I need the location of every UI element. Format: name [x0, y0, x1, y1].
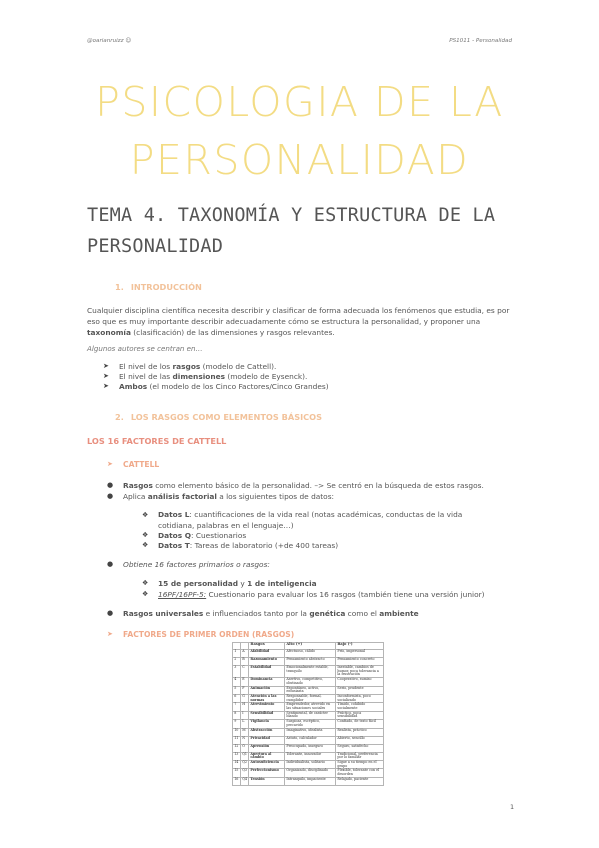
cattell-subheading: ➤ CATTELL [107, 460, 160, 469]
factors-table [232, 642, 384, 786]
table-cell: 11 [233, 736, 241, 744]
table-cell: Espontáneo, activo, entusiasta [285, 686, 336, 694]
table-cell: F [241, 686, 249, 694]
16pf-item: ❖ 16PF/16PF-5: Cuestionario para evaluar los 16 rasgos (también tiene una versión junior) [142, 590, 485, 599]
table-cell: 6 [233, 694, 241, 702]
section-2-title: LOS RASGOS COMO ELEMENTOS BÁSICOS [130, 412, 323, 422]
table-cell: Tradicional, preferencia por lo familiar [336, 752, 384, 760]
table-cell: Pensamiento concreto [336, 658, 384, 666]
table-cell: Flexible, tolerante con el desorden [336, 769, 384, 777]
table-cell: Vigilancia [249, 720, 285, 728]
section-2-number: 2. [115, 412, 124, 422]
intro-bold-taxonomia: taxonomía [87, 328, 131, 337]
table-cell: Q4 [241, 777, 249, 785]
table-header-cell: Bajo (-) [336, 643, 384, 650]
table-cell: Animación [249, 686, 285, 694]
16pf-link: 16PF/16PF-5: [158, 590, 207, 599]
intro-bullet-2: ➤ El nivel de las dimensiones (modelo de Eysenck). [103, 372, 308, 381]
cattell-16-factors-heading: LOS 16 FACTORES DE CATTELL [87, 436, 227, 446]
intro-bullet-1: ➤ El nivel de los rasgos (modelo de Cattell). [103, 362, 277, 371]
table-cell: Relajado, paciente [336, 777, 384, 785]
dot-bullet-icon: ● [107, 560, 114, 568]
table-cell: Cooperativo, sumiso [336, 678, 384, 686]
table-cell: Tensión [249, 777, 285, 785]
table-cell: Individualista, solitario [285, 760, 336, 768]
table-cell: Apertura al cambio [249, 752, 285, 760]
datos-l-item: ❖ Datos L: cuantificaciones de la vida real (notas académicas, conductas de la vida cotidiana, palabras en el lenguaje…) [142, 510, 463, 530]
header-author: @oarianruizz ☺ [87, 38, 132, 44]
tema-heading-line1: TEMA 4. TAXONOMÍA Y ESTRUCTURA DE LA [87, 205, 496, 226]
table-cell: Afabilidad [249, 650, 285, 658]
table-cell: 2 [233, 658, 241, 666]
intro-text-end: (clasificación) de las dimensiones y rasgos relevantes. [130, 328, 335, 337]
table-row [233, 720, 384, 728]
table-cell: Abierto, sencillo [336, 736, 384, 744]
table-cell: 1 [233, 650, 241, 658]
table-header-cell: Alto (+) [285, 643, 336, 650]
table-cell: Inestable, cambios de humor, poca tolerancia a la frustración [336, 666, 384, 678]
table-cell: Frío, impersonal [336, 650, 384, 658]
arrow-bullet-icon: ➤ [103, 372, 109, 380]
table-cell: Dominancia [249, 678, 285, 686]
cattell-bullet-rasgos: ● Rasgos como elemento básico de la personalidad. –> Se centró en la búsqueda de estos rasgos. [107, 481, 484, 490]
table-cell: Sensibilidad [249, 711, 285, 719]
diamond-bullet-icon: ❖ [142, 579, 149, 587]
table-cell: 5 [233, 686, 241, 694]
table-cell: A [241, 650, 249, 658]
table-cell: Tímido, cohibido socialmente [336, 703, 384, 711]
intro-bullet-3: ➤ Ambos (el modelo de los Cinco Factores/Cinco Grandes) [103, 382, 329, 391]
arrow-bullet-icon: ➤ [107, 460, 113, 468]
table-row [233, 728, 384, 736]
diamond-bullet-icon: ❖ [142, 511, 149, 519]
table-cell: Intranquilo, impaciente [285, 777, 336, 785]
table-cell: Privacidad [249, 736, 285, 744]
table-cell: Emocionalmente estable, tranquilo [285, 666, 336, 678]
table-cell: Atención a las normas [249, 694, 285, 702]
table-cell: Inconformista, poco socializado [336, 694, 384, 702]
table-cell: 16 [233, 777, 241, 785]
header-course: PS1011 - Personalidad [449, 38, 512, 44]
table-row [233, 678, 384, 686]
table-cell: Estabilidad [249, 666, 285, 678]
table-cell: 12 [233, 744, 241, 752]
arrow-bullet-icon: ➤ [103, 382, 109, 390]
table-row [233, 703, 384, 711]
datos-t-item: ❖ Datos T: Tareas de laboratorio (+de 400 tareas) [142, 541, 339, 550]
table-cell: N [241, 736, 249, 744]
table-cell: Q3 [241, 769, 249, 777]
table-cell: Afectuoso, cálido [285, 650, 336, 658]
table-cell: Astuto, calculador [285, 736, 336, 744]
table-cell: 13 [233, 752, 241, 760]
table-cell: Imaginativo, idealista [285, 728, 336, 736]
table-cell: 15 [233, 769, 241, 777]
table-header-cell: Rasgos [249, 643, 285, 650]
dot-bullet-icon: ● [107, 481, 114, 489]
factores-primer-orden-heading: ➤ FACTORES DE PRIMER ORDEN (RASGOS) [107, 630, 295, 639]
table-cell: Q2 [241, 760, 249, 768]
table-cell: Realista, práctico [336, 728, 384, 736]
table-row [233, 736, 384, 744]
arrow-bullet-icon: ➤ [103, 362, 109, 370]
table-row [233, 777, 384, 785]
table-cell: Asertivo, competitivo, obstinado [285, 678, 336, 686]
personalidad-inteligencia-item: ❖ 15 de personalidad y 1 de inteligencia [142, 579, 317, 588]
dot-bullet-icon: ● [107, 609, 114, 617]
table-cell: Sentimental, de carácter blando [285, 711, 336, 719]
table-cell: Preocupado, inseguro [285, 744, 336, 752]
document-title-line2: PERSONALIDAD [129, 136, 470, 184]
section-1-heading [115, 282, 202, 292]
table-row [233, 744, 384, 752]
page-number: 1 [510, 803, 515, 811]
table-cell: Tolerante, innovador [285, 752, 336, 760]
table-cell: Suspicaz, escéptico, precavido [285, 720, 336, 728]
table-cell: Abstracción [249, 728, 285, 736]
table-cell: Perfeccionismo [249, 769, 285, 777]
table-cell: H [241, 703, 249, 711]
table-cell: 3 [233, 666, 241, 678]
table-cell: C [241, 666, 249, 678]
diamond-bullet-icon: ❖ [142, 531, 149, 539]
table-cell: Autosuficiencia [249, 760, 285, 768]
document-title-line1: PSICOLOGIA DE LA [95, 78, 504, 126]
table-cell: O [241, 744, 249, 752]
tema-heading-line2: PERSONALIDAD [87, 236, 224, 257]
table-row [233, 666, 384, 678]
intro-text: Cualquier disciplina científica necesita describir y clasificar de forma adecuada los fenómenos que estudia, es por eso que es muy importante describir adecuadamente cómo se estructura la personalidad, y proponer una [87, 306, 510, 326]
table-cell: Responsable, formal, cumplidor [285, 694, 336, 702]
table-cell: 4 [233, 678, 241, 686]
table-cell: Razonamiento [249, 658, 285, 666]
diamond-bullet-icon: ❖ [142, 541, 149, 549]
table-cell: 9 [233, 720, 241, 728]
cattell-bullet-16-factors: ● Obtiene 16 factores primarios o rasgos: [107, 560, 270, 569]
diamond-bullet-icon: ❖ [142, 590, 149, 598]
table-cell: Sigue a su tiempo en el grupo [336, 760, 384, 768]
table-cell: G [241, 694, 249, 702]
table-cell: Aprensión [249, 744, 285, 752]
cattell-bullet-universales: ● Rasgos universales e influenciados tanto por la genética como el ambiente [107, 609, 419, 618]
cattell-bullet-factorial: ● Aplica análisis factorial a los siguientes tipos de datos: [107, 492, 335, 501]
table-cell: I [241, 711, 249, 719]
datos-q-item: ❖ Datos Q: Cuestionarios [142, 531, 247, 540]
table-cell: M [241, 728, 249, 736]
table-cell: Práctico, poca sensibilidad [336, 711, 384, 719]
table-cell: Emprendedor, atrevido en las situaciones sociales [285, 703, 336, 711]
table-cell: 8 [233, 711, 241, 719]
intro-italic-note: Algunos autores se centran en… [87, 344, 203, 353]
table-cell: L [241, 720, 249, 728]
section-2-heading [115, 412, 322, 422]
section-1-number: 1. [115, 282, 124, 292]
table-row [233, 769, 384, 777]
table-cell: 10 [233, 728, 241, 736]
table-cell: 7 [233, 703, 241, 711]
table-cell: Serio, prudente [336, 686, 384, 694]
intro-paragraph [87, 305, 517, 338]
arrow-bullet-icon: ➤ [107, 630, 113, 638]
table-cell: E [241, 678, 249, 686]
dot-bullet-icon: ● [107, 492, 114, 500]
table-cell: Confiado, de trato fácil [336, 720, 384, 728]
table-cell: B [241, 658, 249, 666]
table-cell: Organizado, disciplinado [285, 769, 336, 777]
section-1-title: INTRODUCCIÓN [130, 282, 202, 292]
table-cell: Q1 [241, 752, 249, 760]
table-cell: Atrevimiento [249, 703, 285, 711]
table-cell: Seguro, satisfecho [336, 744, 384, 752]
table-cell: Pensamiento abstracto [285, 658, 336, 666]
table-cell: 14 [233, 760, 241, 768]
